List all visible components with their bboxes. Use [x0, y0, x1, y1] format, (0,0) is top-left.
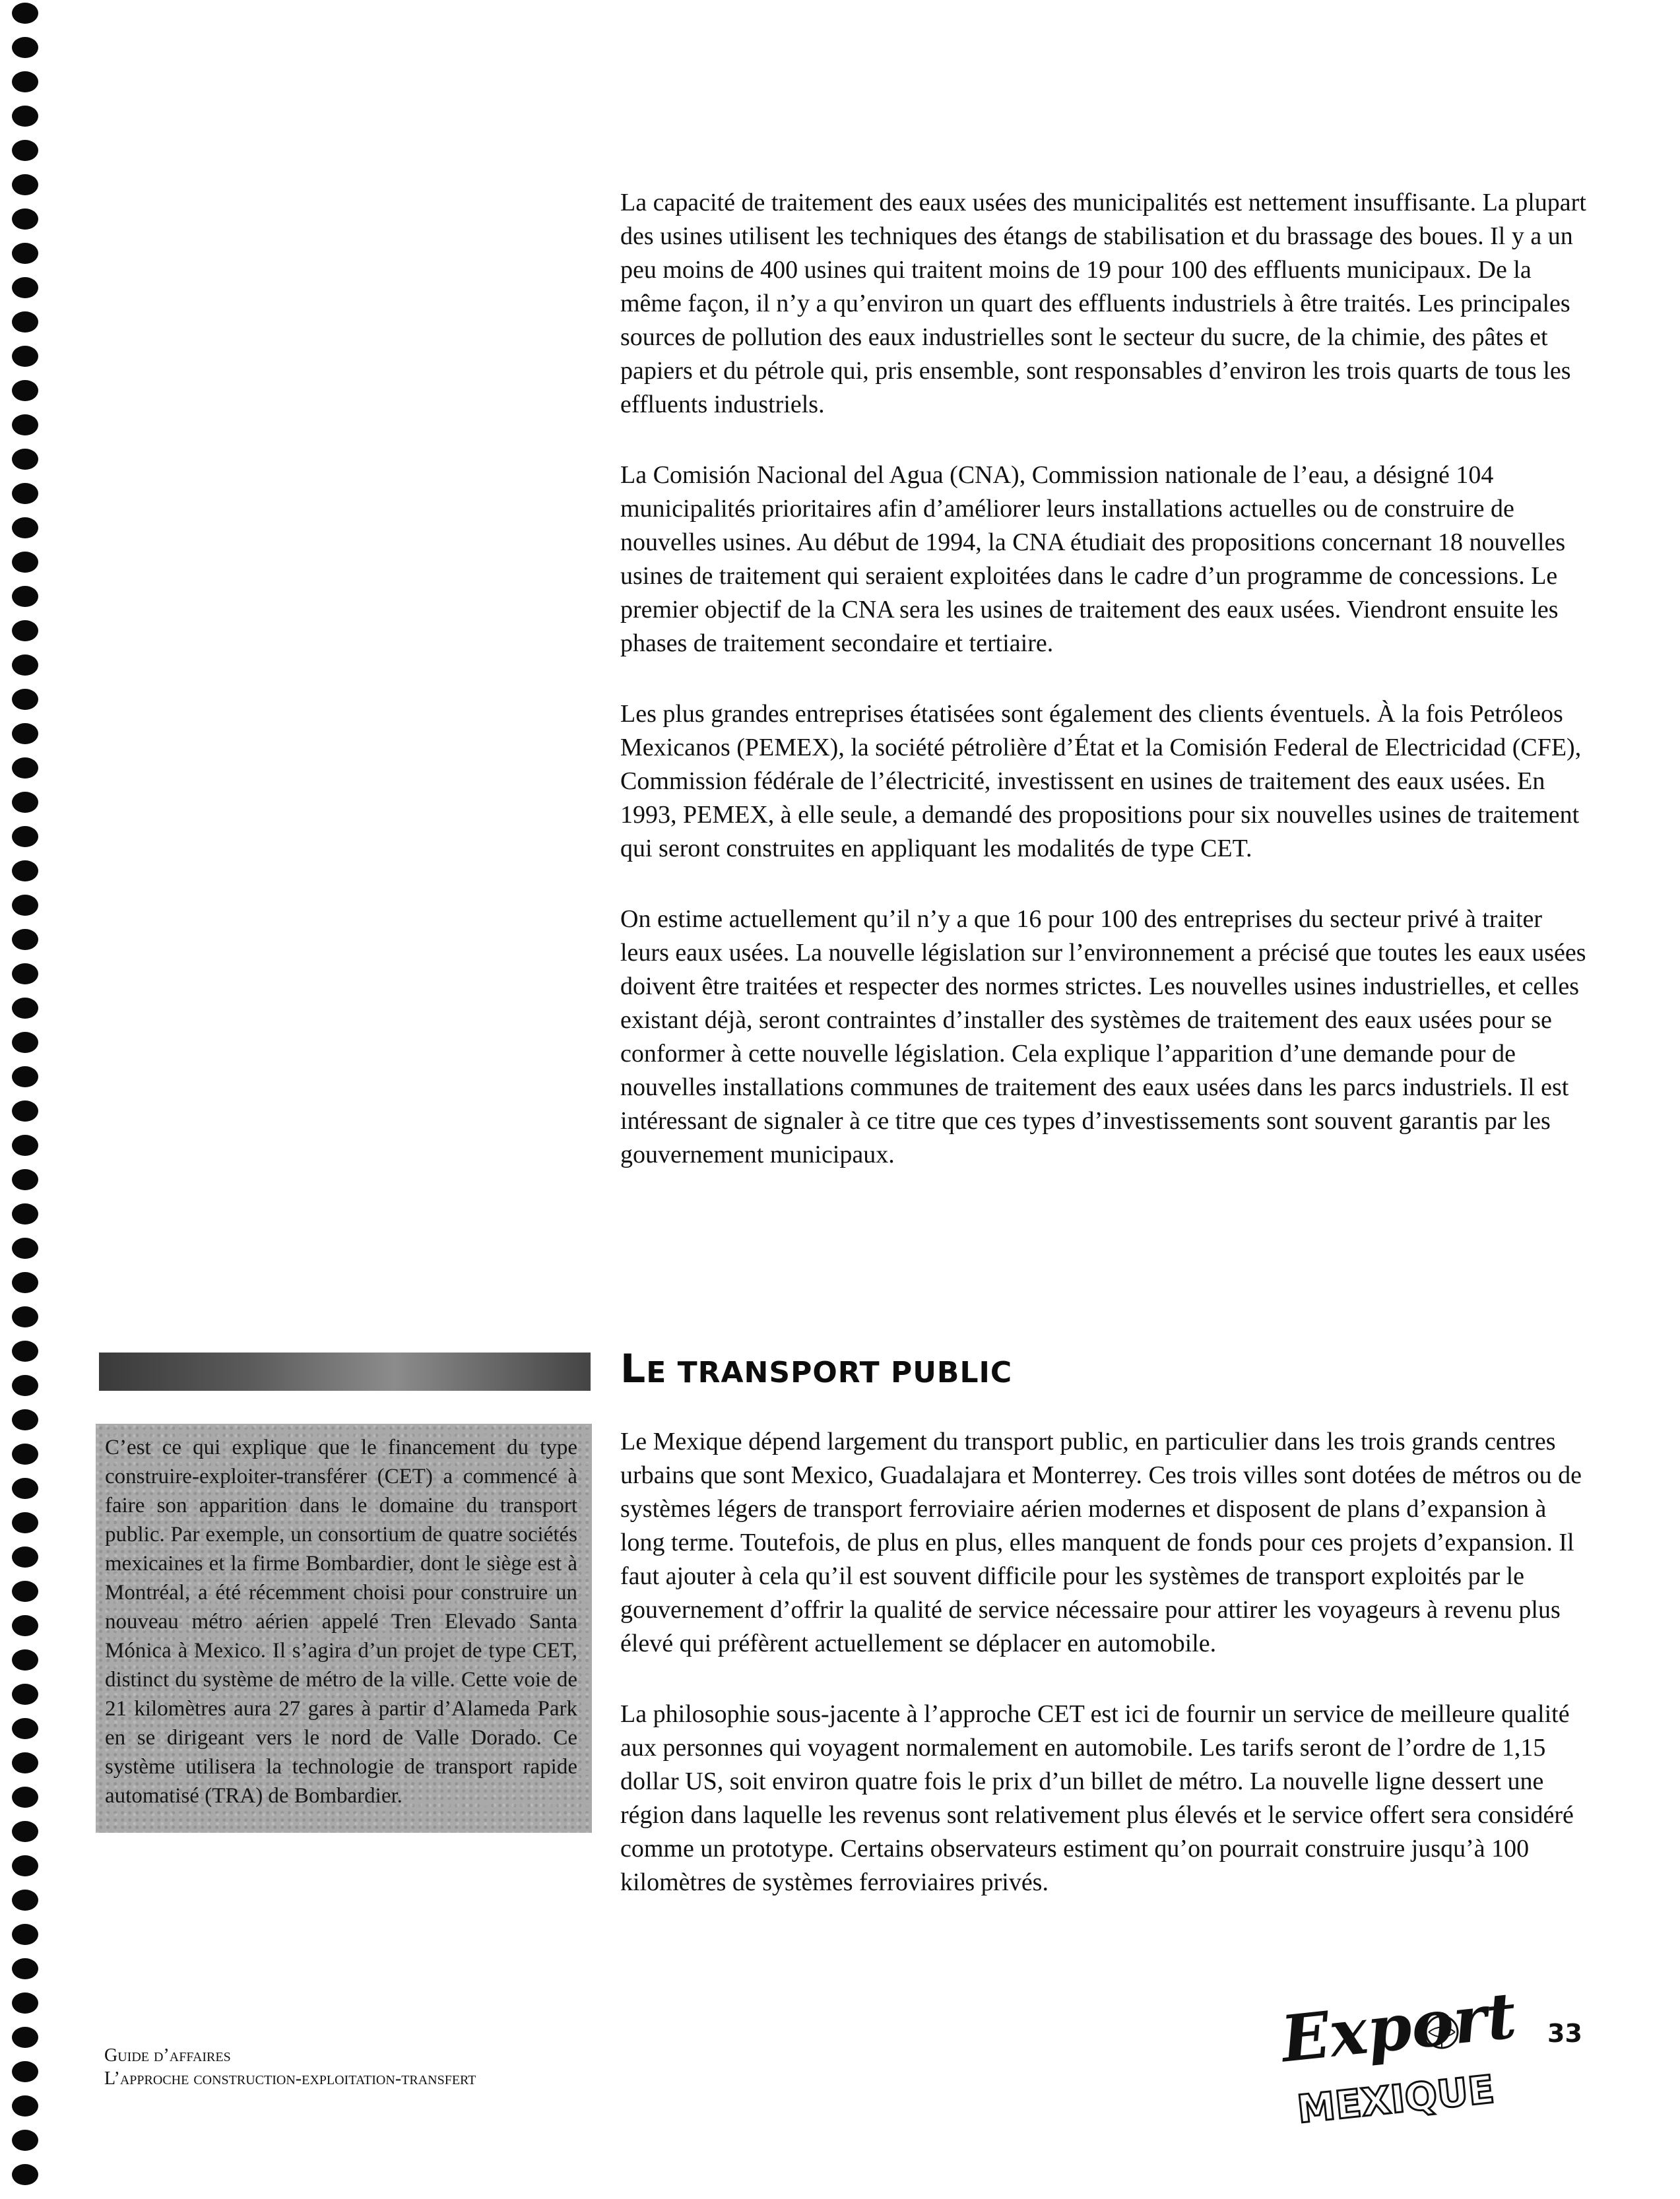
binding-hole — [12, 1135, 38, 1156]
export-mexique-logo — [1277, 1977, 1520, 2132]
binding-hole — [12, 1890, 38, 1911]
binding-hole — [12, 2027, 38, 2048]
sidebar-text: C’est ce qui explique que le financement du type construire-exploiter-transférer (CET) a commencé à faire son apparition dans le domaine du transport public. Par exemple, un consortium de quatre sociétés mexicaines et la firme Bombardier, dont le siège est à Montréal, a été récemment choisi pour construire un nouveau métro aérien appelé Tren Elevado Santa Mónica à Mexico. Il s’agira d’un projet de type CET, distinct du système de métro de la ville. Cette voie de 21 kilomètres aura 27 gares à partir d’Alameda Park en se dirigeant vers le nord de Valle Dorado. Ce système utilisera la technologie de transport rapide automatisé (TRA) de Bombardier. — [105, 1436, 577, 1808]
body-text-transport — [620, 1425, 1590, 1936]
binding-hole — [12, 620, 38, 641]
binding-hole — [12, 1615, 38, 1636]
binding-holes-graphic — [9, 0, 46, 2199]
binding-hole — [12, 3, 38, 24]
paragraph-cna: La Comisión Nacional del Agua (CNA), Commission nationale de l’eau, a désigné 104 municipalités prioritaires afin d’améliorer leurs installations actuelles ou de construire de nouvelles usines. Au début de 1994, la CNA étudiait des propositions concernant 18 nouvelles usines de traitement qui seraient exploitées dans le cadre d’un programme de concessions. Le premier objectif de la CNA sera les usines de traitement des eaux usées. Viendront ensuite les phases de traitement secondaire et tertiaire. — [620, 461, 1566, 657]
binding-hole — [12, 1924, 38, 1945]
binding-hole — [12, 1409, 38, 1430]
paragraph-cet-philosophy: La philosophie sous-jacente à l’approche CET est ici de fournir un service de meilleure qualité aux personnes qui voyagent normalement en automobile. Les tarifs seront de l’ordre de 1,15 dollar US, soit environ quatre fois le prix d’un billet de métro. La nouvelle ligne dessert une région dans laquelle les revenus sont relativement plus élevés et le service offert sera considéré comme un prototype. Certains observateurs estiment qu’on pourrait construire jusqu’à 100 kilomètres de systèmes ferroviaires privés. — [620, 1700, 1574, 1896]
binding-hole — [12, 2164, 38, 2185]
paragraph-state-enterprises: Les plus grandes entreprises étatisées sont également des clients éventuels. À la fois Petróleos Mexicanos (PEMEX), la société pétrolière d’État et la Comisión Federal de Electricidad (CFE), Commission fédérale de l’électricité, investissent en usines de traitement des eaux usées. En 1993, PEMEX, à elle seule, a demandé des propositions pour six nouvelles usines de traitement qui seront construites en appliquant les modalités de type CET. — [620, 700, 1582, 862]
binding-hole — [12, 1992, 38, 2014]
logo-text-top: Export — [1277, 1977, 1520, 2077]
binding-hole — [12, 380, 38, 401]
binding-hole — [12, 1066, 38, 1087]
binding-hole — [12, 1478, 38, 1499]
sidebar-header-bar — [99, 1353, 591, 1391]
footer-guide-subtitle: L’approche construction-exploitation-transfert — [104, 2068, 476, 2089]
paragraph-private-sector: On estime actuellement qu’il n’y a que 16 pour 100 des entreprises du secteur privé à traiter leurs eaux usées. La nouvelle législation sur l’environnement a précisé que toutes les eaux usées doivent être traitées et respecter des normes strictes. Les nouvelles usines industrielles, et celles existant déjà, seront contraintes d’installer des systèmes de traitement des eaux usées pour se conformer à cette nouvelle législation. Cela explique l’apparition d’une demande pour de nouvelles installations communes de traitement des eaux usées dans les parcs industriels. Il est intéressant de signaler à ce titre que ces types d’investissements sont souvent garantis par les gouvernement municipaux. — [620, 905, 1586, 1168]
binding-hole — [12, 1958, 38, 1979]
binding-hole — [12, 1718, 38, 1739]
binding-hole — [12, 37, 38, 58]
binding-hole — [12, 860, 38, 881]
binding-hole — [12, 517, 38, 538]
binding-hole — [12, 1444, 38, 1465]
binding-hole — [12, 106, 38, 127]
section-title — [620, 1346, 1012, 1392]
binding-hole — [12, 963, 38, 984]
binding-hole — [12, 998, 38, 1019]
binding-hole — [12, 243, 38, 264]
binding-hole — [12, 552, 38, 573]
binding-hole — [12, 449, 38, 470]
binding-hole — [12, 1341, 38, 1362]
binding-hole — [12, 689, 38, 710]
binding-hole — [12, 346, 38, 367]
binding-hole — [12, 1855, 38, 1876]
binding-hole — [12, 311, 38, 333]
binding-hole — [12, 1546, 38, 1568]
body-text-top — [620, 186, 1590, 1209]
binding-hole — [12, 483, 38, 504]
binding-hole — [12, 1375, 38, 1396]
paragraph-transport-public: Le Mexique dépend largement du transport public, en particulier dans les trois grands centres urbains que sont Mexico, Guadalajara et Monterrey. Ces trois villes sont dotées de métros ou de systèmes légers de transport ferroviaire aérien modernes et disposent de plans d’expansion à long terme. Toutefois, de plus en plus, elles manquent de fonds pour ces projets d’expansion. Il faut ajouter à cela qu’il est souvent difficile pour les systèmes de transport exploités par le gouvernement d’offrir la qualité de service nécessaire pour attirer les voyageurs à revenu plus élevé qui préfèrent actuellement se déplacer en automobile. — [620, 1428, 1582, 1657]
binding-hole — [12, 1032, 38, 1053]
binding-hole — [12, 1169, 38, 1190]
binding-hole — [12, 208, 38, 230]
binding-hole — [12, 71, 38, 92]
binding-hole — [12, 1272, 38, 1293]
binding-hole — [12, 1787, 38, 1808]
binding-hole — [12, 1306, 38, 1327]
binding-hole — [12, 1512, 38, 1533]
sidebar-callout — [96, 1424, 592, 1833]
binding-hole — [12, 1581, 38, 1602]
page-footer — [104, 2044, 476, 2090]
binding-hole — [12, 174, 38, 195]
binding-hole — [12, 2061, 38, 2082]
logo-text-bottom: MEXIQUE — [1295, 2066, 1497, 2132]
binding-hole — [12, 1649, 38, 1671]
binding-hole — [12, 654, 38, 676]
binding-hole — [12, 757, 38, 779]
binding-hole — [12, 1821, 38, 1842]
spiral-binding — [9, 0, 46, 2199]
binding-hole — [12, 792, 38, 813]
section-title-initial: L — [620, 1346, 647, 1392]
footer-guide-title: Guide d’affaires — [104, 2045, 231, 2066]
binding-hole — [12, 277, 38, 298]
binding-hole — [12, 586, 38, 607]
binding-hole — [12, 414, 38, 435]
binding-hole — [12, 895, 38, 916]
binding-hole — [12, 1238, 38, 1259]
binding-hole — [12, 2130, 38, 2151]
page-number: 33 — [1547, 2019, 1582, 2048]
binding-hole — [12, 1752, 38, 1773]
binding-hole — [12, 826, 38, 847]
binding-hole — [12, 929, 38, 950]
logo-graphic — [1277, 1977, 1520, 2132]
binding-hole — [12, 140, 38, 161]
binding-hole — [12, 1203, 38, 1225]
binding-hole — [12, 723, 38, 744]
section-title-rest: E TRANSPORT PUBLIC — [646, 1356, 1013, 1389]
binding-hole — [12, 2095, 38, 2117]
paragraph-wastewater-capacity: La capacité de traitement des eaux usées des municipalités est nettement insuffisante. La plupart des usines utilisent les techniques des étangs de stabilisation et du brassage des boues. Il y a un peu moins de 400 usines qui traitent moins de 19 pour 100 des effluents municipaux. De la même façon, il n’y a qu’environ un quart des effluents industriels à être traités. Les principales sources de pollution des eaux industrielles sont le secteur du sucre, de la chimie, des pâtes et papiers et du pétrole qui, pris ensemble, sont responsables d’environ les trois quarts de tous les effluents industriels. — [620, 189, 1586, 418]
binding-hole — [12, 1684, 38, 1705]
binding-hole — [12, 1100, 38, 1122]
